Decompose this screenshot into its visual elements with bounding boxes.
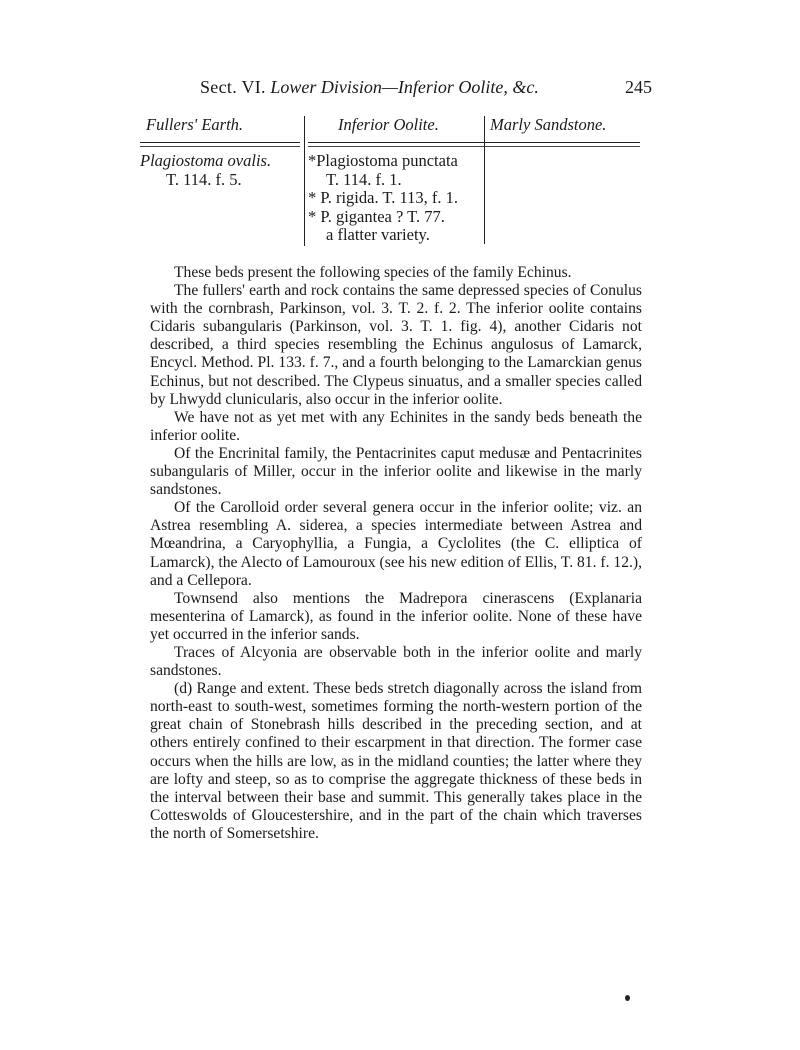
entry-line <box>308 226 458 245</box>
entry-line <box>308 152 458 171</box>
entry-text: * P. gigantea ? T. 77. <box>308 206 445 226</box>
running-title: Lower Division—Inferior Oolite, &c. <box>270 77 539 97</box>
paragraph: Traces of Alcyonia are observable both in the inferior oolite and marly sandstones. <box>150 643 642 680</box>
running-head <box>200 77 652 98</box>
column-heading: Fullers' Earth. <box>146 115 244 134</box>
column-divider <box>484 116 485 244</box>
column-marly-sandstone <box>490 112 640 138</box>
section-label: Sect. VI. <box>200 77 266 97</box>
column-heading: Inferior Oolite. <box>338 115 439 134</box>
entry-text: * P. rigida. T. 113, f. 1. <box>308 188 459 207</box>
paragraph: These beds present the following species of the family Echinus. <box>174 264 572 281</box>
column-entries <box>308 152 458 245</box>
heading-rule <box>140 146 300 147</box>
entry-text: Plagiostoma ovalis. <box>140 151 272 170</box>
heading-rule <box>308 142 502 143</box>
entry-line <box>308 171 458 190</box>
paragraph: Townsend also mentions the Madrepora cinerascens (Explanaria mesenterina of Lamarck), as found in the inferior oolite. None of these have yet occurred in the inferior sands. <box>150 589 642 643</box>
fossil-table <box>140 112 640 254</box>
entry-line <box>140 171 271 190</box>
column-entries <box>140 152 271 189</box>
paragraph: The fullers' earth and rock contains the same depressed species of Conulus with the cornbrash, Parkinson, vol. 3. T. 2. f. 2. The inferior oolite contains Cidaris subangularis (Parkinson, vol. 3. T. 1. fig. 4), another Cidaris not described, a third species resembling the Echinus angulosus of Lamarck, Encycl. Method. Pl. 133. f. 7., and a fourth belonging to the Lamarckian genus Echinus, but not described. The Clypeus sinuatus, and a smaller species called by Lhwydd clunicularis, also occur in the inferior oolite. <box>150 282 642 408</box>
paragraph: (d) Range and extent. These beds stretch diagonally across the island from north-east to south-west, sometimes forming the north-western portion of the great chain of Stonebrash hills described in the preceding section, and at others entirely confined to their escarpment in that direction. The former case occurs when the hills are low, as in the midland counties; the latter where they are lofty and steep, so as to comprise the aggregate thickness of these beds in the interval between their base and summit. This generally takes place in the Cotteswolds of Gloucestershire, and in the part of the chain which traverses the north of Somersetshire. <box>150 680 642 842</box>
entry-text: *Plagiostoma punctata <box>308 151 458 170</box>
ink-mark <box>625 995 630 1001</box>
paragraph: Of the Carolloid order several genera occur in the inferior oolite; viz. an Astrea resembling A. siderea, a species intermediate between Astrea and Mœandrina, a Caryophyllia, a Fungia, a Cyclolites (the C. elliptica of Lamarck), the Alecto of Lamouroux (see his new edition of Ellis, T. 81. f. 12.), and a Cellepora. <box>150 499 642 589</box>
entry-text: a flatter variety. <box>326 225 430 244</box>
heading-rule <box>308 146 502 147</box>
entry-text: T. 114. f. 5. <box>166 169 242 189</box>
page-number: 245 <box>625 77 652 97</box>
heading-rule <box>490 142 640 143</box>
paragraph: We have not as yet met with any Echinites in the sandy beds beneath the inferior oolite. <box>150 408 642 444</box>
paragraph: Of the Encrinital family, the Pentacrinites caput medusæ and Pentacrinites subangularis of Miller, occur in the inferior oolite and likewise in the marly sandstones. <box>150 444 642 499</box>
entry-text: T. 114. f. 1. <box>326 169 402 189</box>
entry-line <box>308 208 458 227</box>
column-fullers-earth <box>140 112 300 189</box>
entry-line <box>308 189 458 208</box>
column-divider <box>304 116 305 246</box>
heading-rule <box>490 146 640 147</box>
heading-rule <box>140 142 300 143</box>
column-heading: Marly Sandstone. <box>490 115 607 134</box>
body-text <box>150 264 642 843</box>
entry-line <box>140 152 271 171</box>
column-inferior-oolite <box>308 112 502 244</box>
